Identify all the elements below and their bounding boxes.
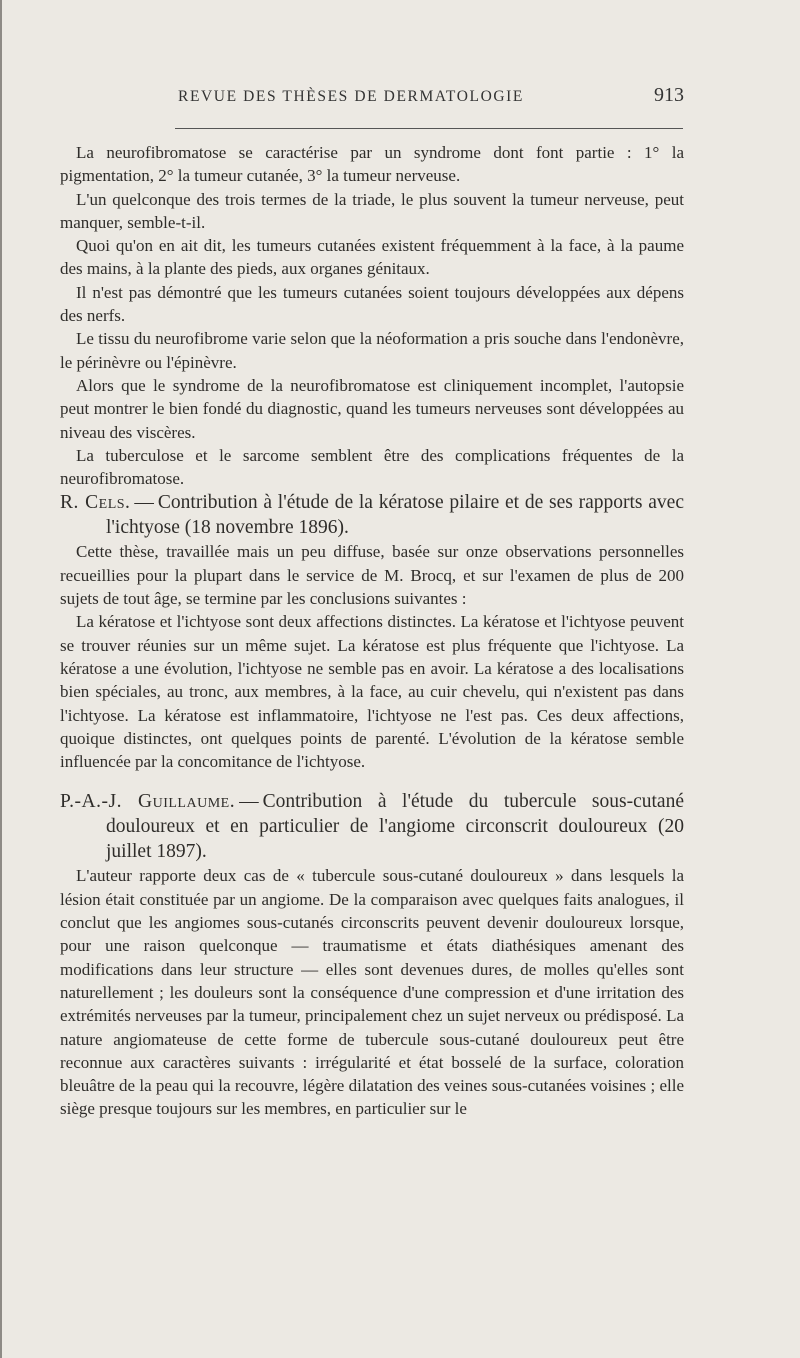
page-header: [60, 84, 684, 114]
page-number: 913: [654, 84, 684, 106]
paragraph: Quoi qu'on en ait dit, les tumeurs cutanées existent fréquemment à la face, à la paume des mains, à la plante des pieds, aux organes génitaux.: [60, 236, 684, 279]
paragraph: La neurofibromatose se caractérise par un syndrome dont font partie : 1° la pigmentation, 2° la tumeur cutanée, 3° la tumeur nerveuse.: [60, 143, 684, 186]
header-rule: [175, 128, 683, 129]
article-heading: [60, 490, 684, 540]
article-title: Contribution à l'étude du tubercule sous-cutané douloureux et en particulier de l'angiome circonscrit douloureux (20 juillet 1897).: [106, 791, 684, 863]
heading-dash: —: [239, 791, 259, 813]
paragraph: L'auteur rapporte deux cas de « tubercule sous-cutané douloureux » dans lesquels la lésion était constituée par un angiome. De la comparaison avec quelques faits analogues, il conclut que les angiomes sous-cutanés circonscrits peuvent devenir douloureux lorsque, pour une raison quelconque — traumatisme et états diathésiques amenant des modifications dans leur structure — elles sont devenues dures, de molles qu'elles sont naturellement ; les douleurs sont la conséquence d'une compression et d'une irritation des extrémités nerveuses par la tumeur, principalement chez un sujet nerveux ou prédisposé. La nature angiomateuse de cette forme de tubercule sous-cutané douloureux peut être reconnue aux caractères suivants : irrégularité et état bosselé de la surface, coloration bleuâtre de la peau qui la recouvre, légère dilatation des veines sous-cutanées voisines ; elle siège presque toujours sur les membres, en particulier sur le: [60, 866, 684, 1119]
heading-dash: —: [134, 492, 154, 514]
paragraph: La kératose et l'ichtyose sont deux affections distinctes. La kératose et l'ichtyose peuvent se trouver réunies sur un même sujet. La kératose est plus fréquente que l'ichtyose. La kératose a une évolution, l'ichtyose ne semble pas en avoir. La kératose a des localisations bien spéciales, au tronc, aux membres, à la face, au cuir chevelu, qui n'existent pas dans l'ichtyose. La kératose est inflammatoire, l'ichtyose ne l'est pas. Ces deux affections, quoique distinctes, ont quelques points de parenté. L'évolution de la kératose semble influencée par la concomitance de l'ichtyose.: [60, 612, 684, 772]
paragraph: Le tissu du neurofibrome varie selon que la néoformation a pris souche dans l'endonèvre, le périnèvre ou l'épinèvre.: [60, 329, 684, 372]
body-text: [60, 141, 684, 1121]
paragraph: L'un quelconque des trois termes de la triade, le plus souvent la tumeur nerveuse, peut manquer, semble-t-il.: [60, 189, 684, 232]
article-heading: [60, 789, 684, 864]
page-edge: [0, 0, 2, 1358]
paragraph: Alors que le syndrome de la neurofibromatose est cliniquement incomplet, l'autopsie peut montrer le bien fondé du diagnostic, quand les tumeurs nerveuses sont développées au niveau des viscères.: [60, 375, 684, 442]
article-author: R. Cels.: [60, 492, 131, 514]
running-head: REVUE DES THÈSES DE DERMATOLOGIE: [178, 88, 524, 105]
article-author: P.-A.-J. Guillaume.: [60, 791, 236, 813]
article-title: Contribution à l'étude de la kératose pilaire et de ses rapports avec l'ichtyose (18 novembre 1896).: [106, 492, 684, 539]
paragraph: Cette thèse, travaillée mais un peu diffuse, basée sur onze observations personnelles recueillies pour la plupart dans le service de M. Brocq, et sur l'examen de plus de 200 sujets de tout âge, se termine par les conclusions suivantes :: [60, 542, 684, 609]
paragraph: La tuberculose et le sarcome semblent être des complications fréquentes de la neurofibromatose.: [60, 445, 684, 489]
paragraph: Il n'est pas démontré que les tumeurs cutanées soient toujours développées aux dépens des nerfs.: [60, 282, 684, 326]
